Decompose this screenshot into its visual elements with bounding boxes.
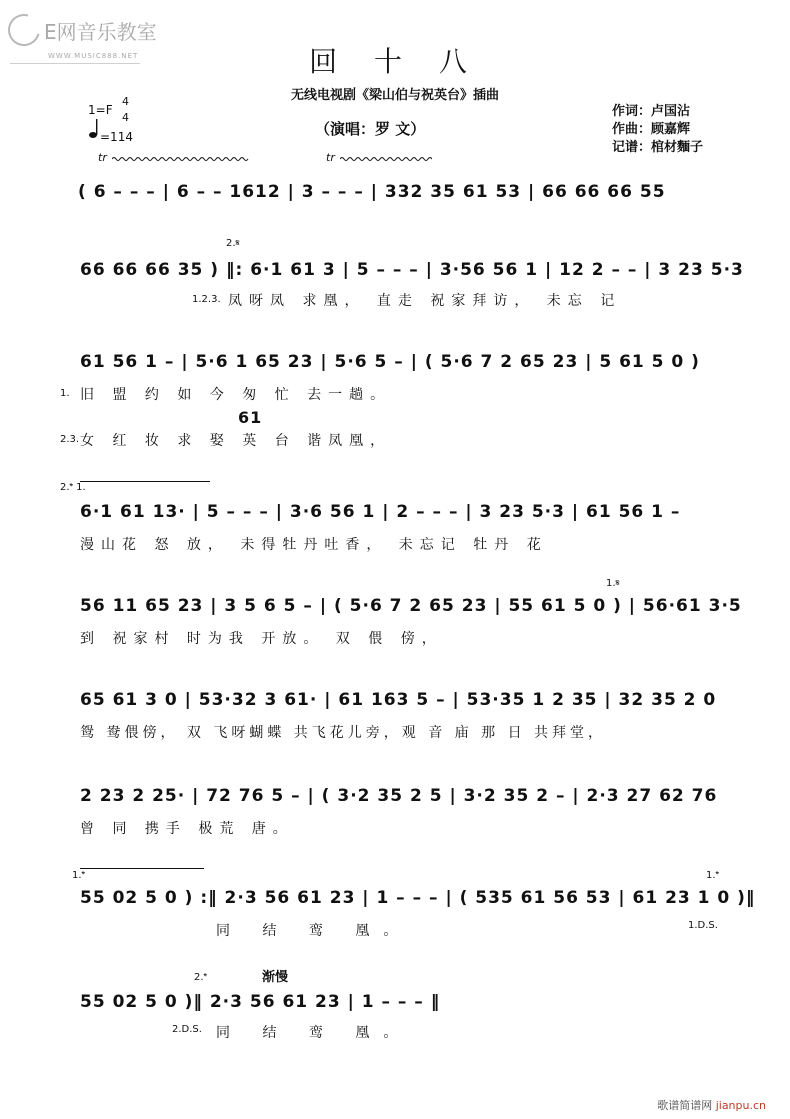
- lyrics-line-4: 漫山花 怒 放， 未得牡丹吐香， 未忘记 牡丹 花: [80, 537, 548, 553]
- notation-line-3: 61 56 1 – | 5·6 1 65 23 | 5·6 5 – | ( 5·6 7 2 65 23 | 5 61 5 0 ): [80, 352, 700, 372]
- coda-mark: 1.𝄌: [706, 870, 719, 881]
- dal-segno-label: 1.D.S.: [688, 920, 718, 931]
- notation-line-8: 55 02 5 0 ) :‖ 2·3 56 61 23 | 1 – – – | ( 535 61 56 53 | 61 23 1 0 )‖: [80, 888, 756, 908]
- composer-credit: 作曲：顾嘉辉: [612, 122, 691, 137]
- notation-line-9: 55 02 5 0 )‖ 2·3 56 61 23 | 1 – – – ‖: [80, 992, 441, 1012]
- tempo-marking: =114: [100, 130, 133, 144]
- footer-watermark: [657, 1097, 766, 1113]
- footer-site: 歌谱简谱网: [657, 1099, 713, 1112]
- coda-mark: 2.𝄌: [194, 972, 207, 983]
- key-signature: 1=F: [88, 103, 113, 117]
- singer-credit: （演唱：罗 文）: [315, 120, 426, 138]
- tempo-change: 渐慢: [262, 970, 289, 985]
- notation-line-7: 2 23 2 25· | 72 76 5 – | ( 3·2 35 2 5 | 3·2 35 2 – | 2·3 27 62 76: [80, 786, 718, 806]
- footer-url: jianpu.cn: [715, 1099, 766, 1112]
- lyrics-line-8: 同 结 鸾 凰。: [216, 923, 412, 939]
- song-title: 回 十 八: [309, 45, 481, 78]
- time-signature-bottom: 4: [122, 111, 129, 124]
- watermark-url: WWW.MUSIC888.NET: [48, 52, 139, 60]
- notation-line-2: 66 66 66 35 ) ‖: 6·1 61 3 | 5 – – – | 3·56 56 1 | 12 2 – – | 3 23 5·3: [80, 260, 744, 280]
- verse-label: 2.3.: [60, 434, 80, 445]
- notation-line-5: 56 11 65 23 | 3 5 6 5 – | ( 5·6 7 2 65 23 | 55 61 5 0 ) | 56·61 3·5: [80, 596, 742, 616]
- lyrics-line-9: 同 结 鸾 凰。: [216, 1025, 412, 1041]
- song-subtitle: 无线电视剧《梁山伯与祝英台》插曲: [290, 88, 499, 103]
- coda-mark: 2.𝄌 1.: [60, 482, 86, 493]
- lyrics-line-6: 鸳 鸯偎傍， 双 飞呀蝴蝶 共飞花儿旁，观 音 庙 那 日 共拜堂，: [80, 725, 607, 741]
- trill-label: tr: [326, 151, 335, 164]
- lyrics-line-7: 曾 同 携手 极荒 唐。: [80, 821, 294, 837]
- watermark-brand: E网音乐教室: [44, 20, 157, 44]
- lyricist-credit: 作词：卢国沾: [612, 104, 691, 119]
- verse-label: 1.: [60, 388, 70, 399]
- variant-note: 61: [238, 408, 263, 427]
- volta-bracket: [80, 481, 210, 482]
- time-signature-top: 4: [122, 95, 129, 108]
- dal-segno-label: 2.D.S.: [172, 1024, 202, 1035]
- trill-wave-icon: [112, 156, 252, 162]
- notation-line-6: 65 61 3 0 | 53·32 3 61· | 61 163 5 – | 53·35 1 2 35 | 32 35 2 0: [80, 690, 717, 710]
- notation-line-4: 6·1 61 13· | 5 – – – | 3·6 56 1 | 2 – – – | 3 23 5·3 | 61 56 1 –: [80, 502, 681, 522]
- notation-line-1: ( 6 – – – | 6 – – 1612 | 3 – – – | 332 35 61 53 | 66 66 66 55: [78, 182, 666, 202]
- lyrics-line-3b: 女 红 妆 求 娶 英 台 谐凤凰，: [80, 433, 392, 449]
- lyrics-line-3: 旧 盟 约 如 今 匆 忙 去一趟。: [80, 387, 392, 403]
- trill-label: tr: [98, 151, 107, 164]
- segno-mark: 1.𝄋: [606, 578, 620, 589]
- volta-bracket: [80, 868, 204, 869]
- verse-label: 1.2.3.: [192, 294, 221, 305]
- segno-mark: 2.𝄋: [226, 238, 240, 249]
- trill-wave-icon: [340, 156, 432, 162]
- lyrics-line-5: 到 祝家村 时为我 开放。 双 偎 傍，: [80, 631, 443, 647]
- lyrics-line-2: 凤呀凤 求凰， 直走 祝家拜访， 未忘 记: [228, 293, 622, 309]
- transcriber-credit: 记谱：棺材麵子: [612, 140, 704, 155]
- coda-mark: 1.𝄌: [72, 870, 85, 881]
